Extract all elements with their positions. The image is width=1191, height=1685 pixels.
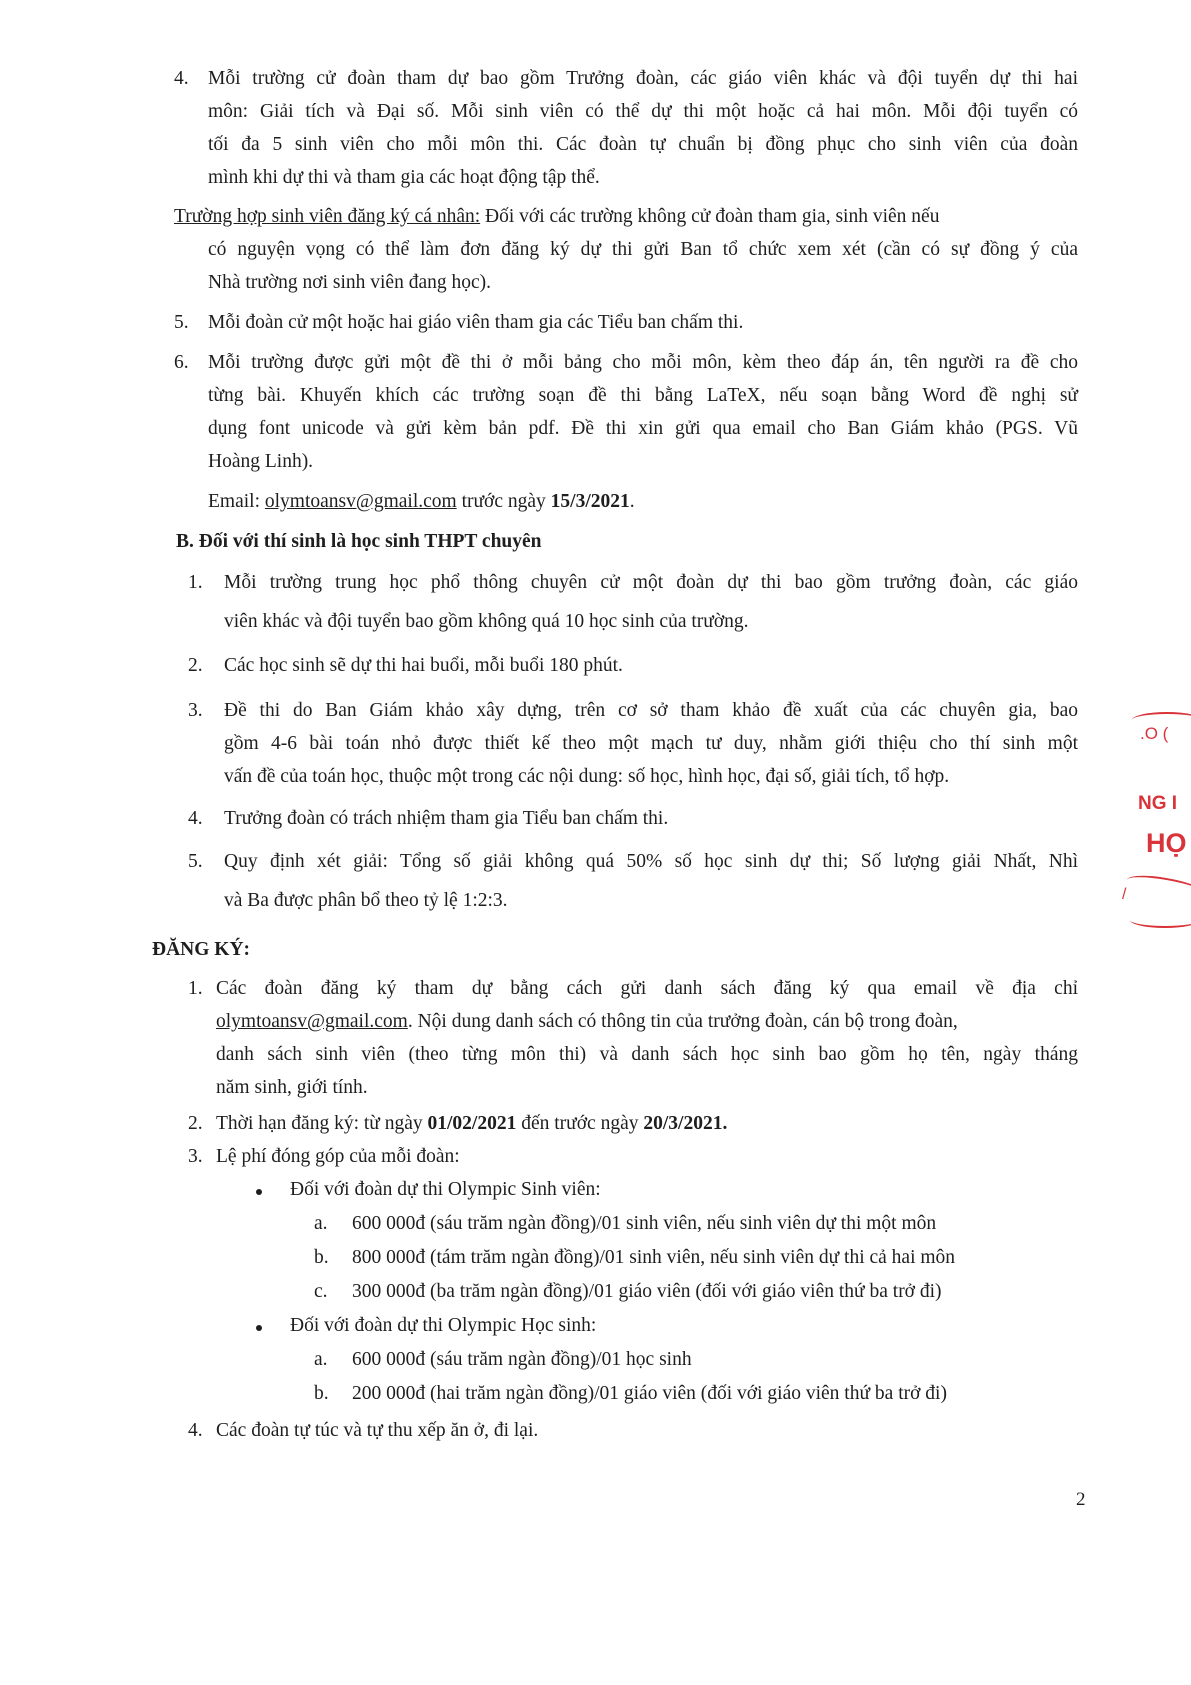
item-number: 1.: [188, 978, 203, 999]
paragraph-line: có nguyện vọng có thể làm đơn đăng ký dự thi gửi Ban tổ chức xem xét (cần có sự đồng ý của: [208, 239, 1078, 260]
item-number: 2.: [188, 1113, 203, 1134]
stamp-text: HỌ: [1146, 828, 1187, 858]
paragraph-text: . Nội dung danh sách có thông tin của trưởng đoàn, cán bộ trong đoàn,: [407, 1011, 958, 1032]
bullet-icon: [256, 1189, 262, 1195]
paragraph-line: dụng font unicode và gửi kèm bản pdf. Đề thi xin gửi qua email cho Ban Giám khảo (PGS. Vũ: [208, 418, 1078, 439]
section-b-heading: B. Đối với thí sinh là học sinh THPT chuyên: [176, 531, 542, 552]
paragraph-line: và Ba được phân bổ theo tỷ lệ 1:2:3.: [224, 890, 508, 911]
fee-group-label: Đối với đoàn dự thi Olympic Học sinh:: [290, 1315, 597, 1336]
start-date: 01/02/2021: [427, 1113, 517, 1134]
email-label: Email:: [208, 491, 265, 512]
fee-item: 600 000đ (sáu trăm ngàn đồng)/01 sinh viên, nếu sinh viên dự thi một môn: [352, 1213, 937, 1234]
item-letter: b.: [314, 1383, 329, 1404]
paragraph-line: Các học sinh sẽ dự thi hai buổi, mỗi buổi 180 phút.: [224, 655, 623, 676]
end-date: 20/3/2021.: [643, 1113, 728, 1134]
paragraph-line: Trưởng đoàn có trách nhiệm tham gia Tiểu ban chấm thi.: [224, 808, 669, 829]
paragraph-line: gồm 4-6 bài toán nhỏ được thiết kế theo một mạch tư duy, nhằm giới thiệu cho thí sinh một: [224, 733, 1078, 754]
paragraph-line: viên khác và đội tuyển bao gồm không quá 10 học sinh của trường.: [224, 611, 749, 632]
paragraph-line: Lệ phí đóng góp của mỗi đoàn:: [216, 1146, 460, 1167]
fee-group-label: Đối với đoàn dự thi Olympic Sinh viên:: [290, 1179, 601, 1200]
stamp-arc: [1130, 912, 1191, 928]
paragraph-text: đến trước ngày: [516, 1113, 644, 1134]
paragraph-line: mình khi dự thi và tham gia các hoạt động tập thể.: [208, 167, 600, 188]
page-number: 2: [1076, 1489, 1086, 1510]
registration-email-link[interactable]: olymtoansv@gmail.com: [216, 1011, 408, 1032]
paragraph-text: trước ngày: [456, 491, 551, 512]
paragraph-line: Quy định xét giải: Tổng số giải không quá 50% số học sinh dự thi; Số lượng giải Nhất, Nhì: [224, 851, 1078, 872]
paragraph-line: Nhà trường nơi sinh viên đang học).: [208, 272, 492, 293]
paragraph-line: năm sinh, giới tính.: [216, 1077, 368, 1098]
paragraph-line: Mỗi đoàn cử một hoặc hai giáo viên tham gia các Tiểu ban chấm thi.: [208, 312, 744, 333]
item-number: 4.: [188, 808, 203, 829]
paragraph-line: Các đoàn đăng ký tham dự bằng cách gửi danh sách đăng ký qua email về địa chỉ: [216, 978, 1078, 999]
paragraph-line: môn: Giải tích và Đại số. Mỗi sinh viên có thể dự thi một hoặc cả hai môn. Mỗi đội tuyển có: [208, 101, 1078, 122]
paragraph-line: Mỗi trường trung học phổ thông chuyên cử một đoàn dự thi bao gồm trưởng đoàn, các giáo: [224, 572, 1078, 593]
fee-item: 300 000đ (ba trăm ngàn đồng)/01 giáo viên (đối với giáo viên thứ ba trở đi): [352, 1281, 942, 1302]
item-number: 4.: [174, 68, 189, 89]
item-letter: b.: [314, 1247, 329, 1268]
paragraph-text: Đối với các trường không cử đoàn tham gia, sinh viên nếu: [480, 206, 940, 227]
paragraph-text: .: [629, 491, 635, 512]
stamp-text: /: [1122, 886, 1127, 903]
paragraph-line: từng bài. Khuyến khích các trường soạn đề thi bằng LaTeX, nếu soạn bằng Word đề nghị sử: [208, 385, 1078, 406]
paragraph-line: Các đoàn tự túc và tự thu xếp ăn ở, đi lại.: [216, 1420, 539, 1441]
item-number: 2.: [188, 655, 203, 676]
paragraph-line: tối đa 5 sinh viên cho mỗi môn thi. Các đoàn tự chuẩn bị đồng phục cho sinh viên của đoàn: [208, 134, 1078, 155]
stamp-arc: [1125, 871, 1191, 903]
individual-registration-line: [174, 207, 939, 227]
email-link[interactable]: olymtoansv@gmail.com: [264, 491, 457, 512]
item-number: 1.: [188, 572, 203, 593]
paragraph-line: danh sách sinh viên (theo từng môn thi) và danh sách học sinh bao gồm họ tên, ngày tháng: [216, 1044, 1078, 1065]
email-line: [208, 492, 635, 512]
item-letter: a.: [314, 1213, 328, 1234]
item-number: 5.: [174, 312, 189, 333]
item-number: 3.: [188, 1146, 203, 1167]
deadline-date: 15/3/2021: [550, 491, 630, 512]
paragraph-line: Mỗi trường được gửi một đề thi ở mỗi bảng cho mỗi môn, kèm theo đáp án, tên người ra đề cho: [208, 352, 1078, 373]
stamp-text: NG I: [1138, 793, 1178, 814]
paragraph-line: Hoàng Linh).: [208, 451, 314, 472]
registration-heading: ĐĂNG KÝ:: [152, 939, 251, 960]
paragraph-line: Đề thi do Ban Giám khảo xây dựng, trên cơ sở tham khảo đề xuất của các chuyên gia, bao: [224, 700, 1078, 721]
individual-registration-label: Trường hợp sinh viên đăng ký cá nhân:: [174, 206, 481, 227]
item-number: 6.: [174, 352, 189, 373]
fee-item: 600 000đ (sáu trăm ngàn đồng)/01 học sinh: [352, 1349, 692, 1370]
item-number: 4.: [188, 1420, 203, 1441]
item-letter: c.: [314, 1281, 328, 1302]
item-number: 5.: [188, 851, 203, 872]
stamp-text: .O (: [1140, 724, 1169, 743]
paragraph-line: Mỗi trường cử đoàn tham dự bao gồm Trưởng đoàn, các giáo viên khác và đội tuyển dự thi hai: [208, 68, 1078, 89]
paragraph-line: vấn đề của toán học, thuộc một trong các nội dung: số học, hình học, đại số, giải tích, tổ hợp.: [224, 766, 950, 787]
fee-item: 800 000đ (tám trăm ngàn đồng)/01 sinh viên, nếu sinh viên dự thi cả hai môn: [352, 1247, 956, 1268]
registration-deadline-line: [216, 1114, 727, 1134]
paragraph-line: [216, 1012, 1078, 1032]
bullet-icon: [256, 1325, 262, 1331]
fee-item: 200 000đ (hai trăm ngàn đồng)/01 giáo viên (đối với giáo viên thứ ba trở đi): [352, 1383, 947, 1404]
item-number: 3.: [188, 700, 203, 721]
paragraph-text: Thời hạn đăng ký: từ ngày: [216, 1113, 428, 1134]
item-letter: a.: [314, 1349, 328, 1370]
